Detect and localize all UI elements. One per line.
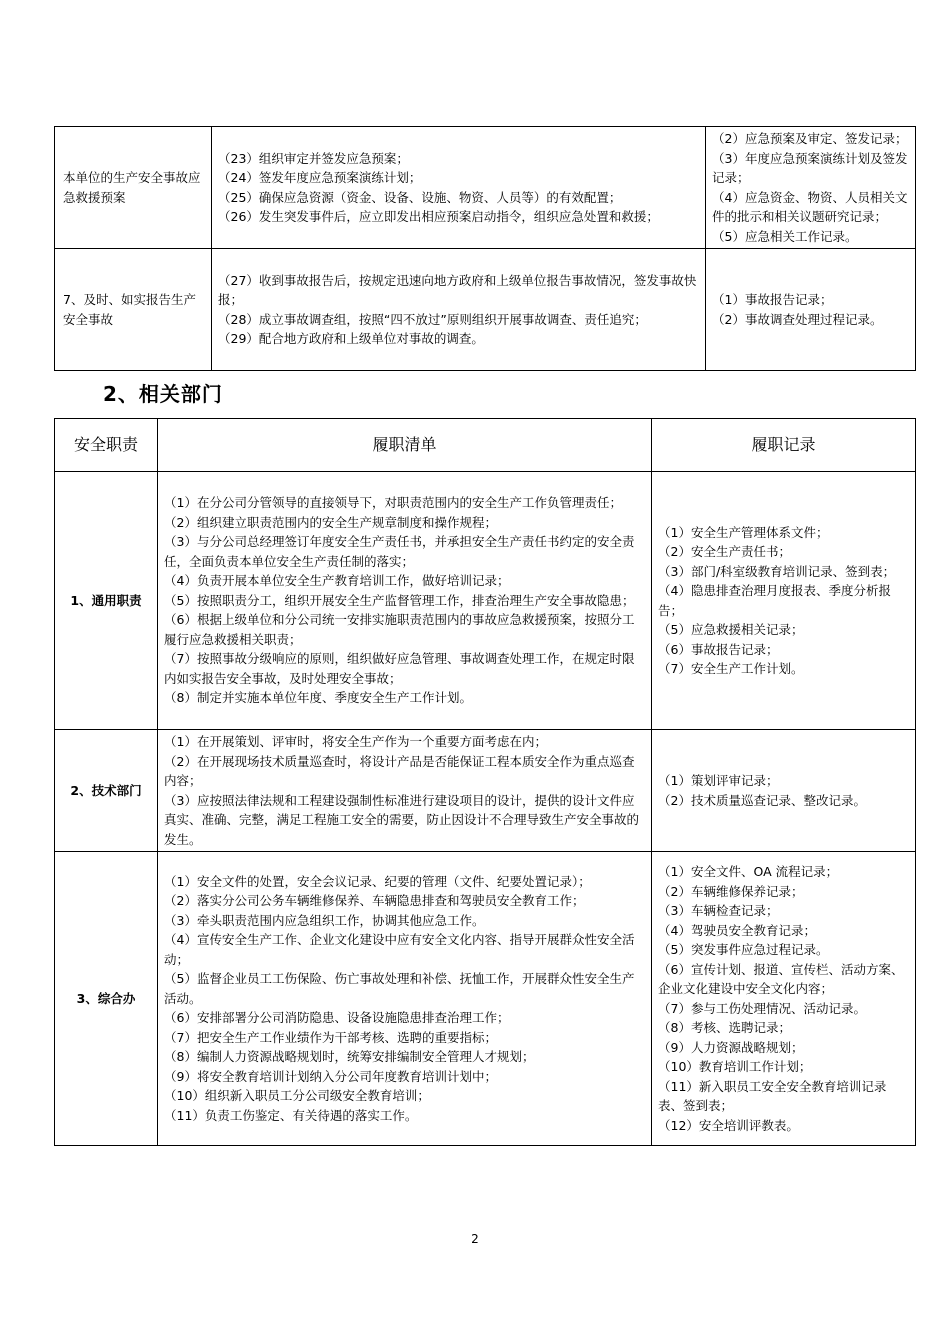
duty-label: 3、综合办	[76, 990, 136, 1006]
list-item: （2）在开展现场技术质量巡查时，将设计产品是否能保证工程本质安全作为重点巡查内容；	[164, 753, 635, 788]
record-item: （5）应急救援相关记录；	[658, 622, 804, 637]
record-cell	[652, 852, 916, 1146]
list-item: （2）落实分公司公务车辆维修保养、车辆隐患排查和驾驶员安全教育工作；	[164, 893, 585, 909]
section-heading: 2、相关部门	[103, 382, 223, 406]
list-item: （7）把安全生产工作业绩作为干部考核、选聘的重要指标；	[164, 1029, 497, 1045]
list-item: （3）应按照法律法规和工程建设强制性标准进行建设项目的设计，提供的设计文件应真实、准确、完整，满足工程施工安全的需要，防止因设计不合理导致生产安全事故的发生。	[164, 792, 640, 847]
list-item: （11）负责工伤鉴定、有关待遇的落实工作。	[164, 1107, 418, 1123]
list-item: （2）组织建立职责范围内的安全生产规章制度和操作规程；	[164, 514, 497, 530]
list-cell	[158, 472, 652, 730]
list-cell	[158, 852, 652, 1146]
header-records: 履职记录	[652, 419, 916, 472]
record-item: （4）驾驶员安全教育记录；	[658, 922, 816, 938]
table-header-row	[55, 419, 916, 472]
record-item: （7）安全生产工作计划。	[658, 661, 804, 676]
record-item: （5）应急相关工作记录。	[712, 228, 858, 244]
top-duty-table	[54, 126, 916, 371]
list-item: （6）根据上级单位和分公司统一安排实施职责范围内的事故应急救援预案，按照分工履行应急救援相关职责；	[164, 612, 635, 647]
list-item: （3）与分公司总经理签订年度安全生产责任书，并承担安全生产责任书约定的安全责任，全面负责本单位安全生产责任制的落实；	[164, 534, 635, 569]
list-item: （5）监督企业员工工伤保险、伤亡事故处理和补偿、抚恤工作，开展群众性安全生产活动。	[164, 971, 635, 1006]
duty-cell: 本单位的生产安全事故应急救援预案	[55, 127, 212, 249]
list-item: （28）成立事故调查组，按照“四不放过”原则组织开展事故调查、责任追究；	[218, 311, 647, 327]
record-item: （2）技术质量巡查记录、整改记录。	[658, 792, 866, 808]
duty-cell	[55, 730, 158, 852]
list-item: （1）在开展策划、评审时，将安全生产作为一个重要方面考虑在内；	[164, 734, 547, 749]
record-item: （1）策划评审记录；	[658, 773, 779, 788]
record-cell	[706, 249, 916, 371]
list-cell	[212, 249, 706, 371]
record-item: （7）参与工伤处理情况、活动记录。	[658, 1000, 866, 1016]
record-item: （1）事故报告记录；	[712, 292, 833, 307]
record-item: （9）人力资源战略规划；	[658, 1039, 804, 1055]
table-row	[55, 127, 916, 249]
record-item: （2）车辆维修保养记录；	[658, 883, 804, 899]
department-duty-table	[54, 418, 916, 1146]
record-item: （11）新入职员工安全安全教育培训记录表、签到表；	[658, 1078, 887, 1113]
list-item: （4）宣传安全生产工作、企业文化建设中应有安全文化内容、指导开展群众性安全活动；	[164, 932, 635, 967]
duty-cell	[55, 852, 158, 1146]
list-item: （1）在分公司分管领导的直接领导下，对职责范围内的安全生产工作负管理责任；	[164, 495, 622, 511]
list-item: （8）编制人力资源战略规划时，统筹安排编制安全管理人才规划；	[164, 1049, 535, 1065]
list-item: （5）按照职责分工，组织开展安全生产监督管理工作，排查治理生产安全事故隐患；	[164, 592, 635, 608]
list-item: （23）组织审定并签发应急预案；	[218, 150, 409, 166]
list-item: （3）牵头职责范围内应急组织工作，协调其他应急工作。	[164, 912, 485, 928]
record-cell	[652, 730, 916, 852]
record-item: （5）突发事件应急过程记录。	[658, 942, 829, 957]
table-row	[55, 249, 916, 371]
record-item: （10）教育培训工作计划；	[658, 1059, 812, 1074]
list-item: （10）组织新入职员工分公司级安全教育培训；	[164, 1088, 430, 1104]
record-item: （2）安全生产责任书；	[658, 544, 791, 559]
record-item: （2）事故调查处理过程记录。	[712, 311, 883, 327]
list-item: （29）配合地方政府和上级单位对事故的调查。	[218, 331, 484, 346]
list-item: （6）安排部署分公司消防隐患、设备设施隐患排查治理工作；	[164, 1010, 510, 1026]
header-duty: 安全职责	[55, 419, 158, 472]
record-item: （4）应急资金、物资、人员相关文件的批示和相关议题研究记录；	[712, 189, 908, 224]
list-item: （8）制定并实施本单位年度、季度安全生产工作计划。	[164, 690, 472, 706]
list-item: （27）收到事故报告后，按规定迅速向地方政府和上级单位报告事故情况，签发事故快报；	[218, 272, 697, 307]
record-item: （6）宣传计划、报道、宣传栏、活动方案、企业文化建设中安全文化内容；	[658, 961, 904, 996]
table-row	[55, 730, 916, 852]
record-cell	[706, 127, 916, 249]
record-item: （6）事故报告记录；	[658, 641, 779, 657]
record-item: （8）考核、选聘记录；	[658, 1020, 791, 1035]
list-item: （25）确保应急资源（资金、设备、设施、物资、人员等）的有效配置；	[218, 189, 622, 205]
duty-cell	[55, 472, 158, 730]
record-item: （3）部门/科室级教育培训记录、签到表；	[658, 563, 896, 579]
page-number: 2	[471, 1232, 479, 1246]
duty-label: 2、技术部门	[70, 782, 142, 798]
record-item: （1）安全生产管理体系文件；	[658, 524, 829, 540]
record-item: （12）安全培训评教表。	[658, 1117, 799, 1133]
list-cell	[158, 730, 652, 852]
table-row	[55, 852, 916, 1146]
list-item: （26）发生突发事件后，应立即发出相应预案启动指令，组织应急处置和救援；	[218, 209, 659, 224]
record-item: （1）安全文件、OA 流程记录；	[658, 864, 839, 879]
table-row	[55, 472, 916, 730]
list-item: （4）负责开展本单位安全生产教育培训工作，做好培训记录；	[164, 573, 510, 589]
list-item: （9）将安全教育培训计划纳入分公司年度教育培训计划中；	[164, 1068, 497, 1084]
record-item: （4）隐患排查治理月度报表、季度分析报告；	[658, 583, 891, 618]
duty-cell: 7、及时、如实报告生产安全事故	[55, 249, 212, 371]
duty-label: 1、通用职责	[70, 592, 142, 608]
record-item: （3）车辆检查记录；	[658, 903, 779, 918]
record-item: （2）应急预案及审定、签发记录；	[712, 131, 908, 146]
list-item: （1）安全文件的处置，安全会议记录、纪要的管理（文件、纪要处置记录）；	[164, 873, 591, 889]
record-cell	[652, 472, 916, 730]
list-cell	[212, 127, 706, 249]
header-list: 履职清单	[158, 419, 652, 472]
list-item: （7）按照事故分级响应的原则，组织做好应急管理、事故调查处理工作，在规定时限内如实报告安全事故，及时处理安全事故；	[164, 651, 635, 686]
list-item: （24）签发年度应急预案演练计划；	[218, 170, 422, 185]
record-item: （3）年度应急预案演练计划及签发记录；	[712, 150, 908, 185]
